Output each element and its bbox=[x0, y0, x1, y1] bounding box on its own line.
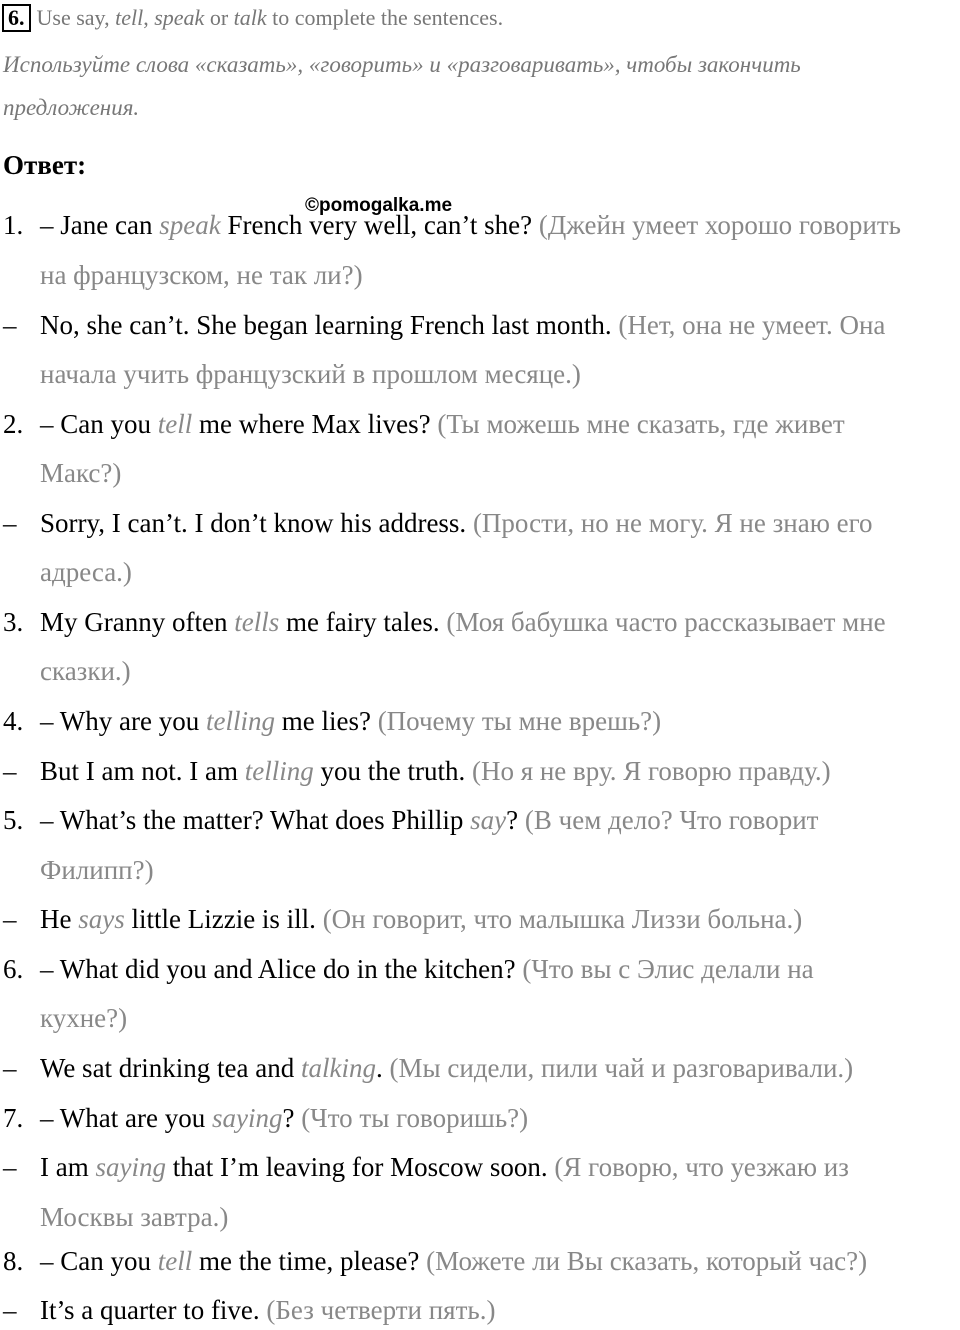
answer-word: saying bbox=[211, 1103, 283, 1133]
translation-text: (Что вы с Элис делали на bbox=[522, 954, 814, 984]
answer-line bbox=[40, 1295, 495, 1326]
sentence-text: Use say, bbox=[36, 5, 116, 30]
sentence-text: – Can you bbox=[40, 1246, 158, 1276]
dash-marker: – bbox=[3, 310, 17, 340]
item-number: 6. bbox=[3, 954, 24, 984]
translation-text: (В чем дело? Что говорит bbox=[524, 805, 819, 835]
translation-text: Филипп?) bbox=[40, 855, 154, 885]
translation-text: (Прости, но не могу. Я не знаю его bbox=[472, 508, 873, 538]
instruction-ru-line-2: предложения. bbox=[3, 95, 140, 120]
exercise-number: 6. bbox=[2, 4, 31, 32]
item-number: 3. bbox=[3, 607, 24, 637]
answer-line bbox=[40, 607, 886, 638]
answer-line bbox=[40, 855, 154, 886]
answer-word: telling bbox=[205, 706, 275, 736]
translation-text: (Нет, она не умеет. Она bbox=[618, 310, 886, 340]
sentence-text: Sorry, I can’t. I don’t know his address. bbox=[40, 508, 473, 538]
sentence-text: . bbox=[376, 1053, 390, 1083]
answer-word: tell bbox=[157, 409, 193, 439]
dash-marker: – bbox=[3, 1295, 17, 1325]
translation-text: (Он говорит, что малышка Лиззи больна.) bbox=[322, 904, 803, 934]
dash-marker: – bbox=[3, 1152, 17, 1182]
answer-word: speak bbox=[154, 5, 205, 30]
item-number: 7. bbox=[3, 1103, 24, 1133]
answer-line bbox=[40, 954, 814, 985]
sentence-text: – Jane can bbox=[40, 210, 160, 240]
sentence-text: I am bbox=[40, 1152, 96, 1182]
sentence-text: He bbox=[40, 904, 79, 934]
translation-text: (Но я не вру. Я говорю правду.) bbox=[471, 756, 831, 786]
sentence-text: – What are you bbox=[40, 1103, 212, 1133]
sentence-text: We sat drinking tea and bbox=[40, 1053, 301, 1083]
sentence-text: – Why are you bbox=[40, 706, 206, 736]
translation-text: на французском, не так ли?) bbox=[40, 260, 363, 290]
instruction-en bbox=[37, 5, 504, 30]
sentence-text: me fairy tales. bbox=[279, 607, 447, 637]
translation-text: Макс?) bbox=[40, 458, 122, 488]
sentence-text: No, she can’t. She began learning French last month. bbox=[40, 310, 619, 340]
sentence-text: , bbox=[143, 5, 155, 30]
translation-text: (Мы сидели, пили чай и разговаривали.) bbox=[389, 1053, 854, 1083]
answer-word: saying bbox=[95, 1152, 166, 1182]
answer-word: say bbox=[470, 805, 507, 835]
answer-line bbox=[40, 756, 831, 787]
answer-line bbox=[40, 904, 802, 935]
dash-marker: – bbox=[3, 904, 17, 934]
answer-word: tells bbox=[234, 607, 280, 637]
sentence-text: little Lizzie is ill. bbox=[124, 904, 323, 934]
sentence-text: me where Max lives? bbox=[192, 409, 438, 439]
translation-text: (Моя бабушка часто рассказывает мне bbox=[446, 607, 886, 637]
answer-line bbox=[40, 1152, 849, 1183]
translation-text: (Почему ты мне врешь?) bbox=[377, 706, 662, 736]
sentence-text: – Can you bbox=[40, 409, 158, 439]
answer-word: speak bbox=[159, 210, 221, 240]
item-number: 1. bbox=[3, 210, 24, 240]
instruction-ru-line-1: Используйте слова «сказать», «говорить» и «разговаривать», чтобы закончить bbox=[3, 52, 801, 77]
sentence-text: French very well, can’t she? bbox=[220, 210, 539, 240]
translation-text: кухне?) bbox=[40, 1003, 128, 1033]
answer-line bbox=[40, 458, 121, 489]
dash-marker: – bbox=[3, 756, 17, 786]
answer-word: talking bbox=[301, 1053, 376, 1083]
answer-line bbox=[40, 210, 901, 241]
translation-text: (Джейн умеет хорошо говорить bbox=[538, 210, 901, 240]
translation-text: (Я говорю, что уезжаю из bbox=[554, 1152, 849, 1182]
answer-word: telling bbox=[244, 756, 314, 786]
translation-text: (Что ты говоришь?) bbox=[301, 1103, 529, 1133]
answer-line bbox=[40, 805, 818, 836]
sentence-text: ? bbox=[282, 1103, 302, 1133]
item-number: 8. bbox=[3, 1246, 24, 1276]
dash-marker: – bbox=[3, 1053, 17, 1083]
answer-line bbox=[40, 260, 363, 291]
answer-word: tell bbox=[115, 5, 144, 30]
sentence-text: – What’s the matter? What does Phillip bbox=[40, 805, 471, 835]
sentence-text: My Granny often bbox=[40, 607, 235, 637]
translation-text: сказки.) bbox=[40, 656, 131, 686]
item-number: 2. bbox=[3, 409, 24, 439]
translation-text: начала учить французский в прошлом месяце.) bbox=[40, 359, 581, 389]
sentence-text: ? bbox=[506, 805, 525, 835]
answer-line bbox=[40, 508, 873, 539]
dash-marker: – bbox=[3, 508, 17, 538]
answer-line bbox=[40, 1003, 127, 1034]
answer-line bbox=[40, 409, 845, 440]
answer-line bbox=[40, 1053, 853, 1084]
exercise-header bbox=[2, 4, 503, 32]
answer-line bbox=[40, 1103, 528, 1134]
sentence-text: to complete the sentences. bbox=[266, 5, 504, 30]
item-number: 4. bbox=[3, 706, 24, 736]
sentence-text: me the time, please? bbox=[192, 1246, 427, 1276]
sentence-text: It’s a quarter to five. bbox=[40, 1295, 267, 1325]
translation-text: Москвы завтра.) bbox=[40, 1202, 229, 1232]
answer-line bbox=[40, 310, 885, 341]
answer-word: says bbox=[78, 904, 125, 934]
answer-word: tell bbox=[157, 1246, 193, 1276]
answer-line bbox=[40, 1202, 228, 1233]
translation-text: (Без четверти пять.) bbox=[266, 1295, 496, 1325]
answer-line bbox=[40, 1246, 867, 1277]
translation-text: (Можете ли Вы сказать, который час?) bbox=[426, 1246, 868, 1276]
answer-line bbox=[40, 359, 581, 390]
sentence-text: – What did you and Alice do in the kitchen? bbox=[40, 954, 523, 984]
item-number: 5. bbox=[3, 805, 24, 835]
translation-text: (Ты можешь мне сказать, где живет bbox=[437, 409, 845, 439]
translation-text: адреса.) bbox=[40, 557, 132, 587]
sentence-text: that I’m leaving for Moscow soon. bbox=[165, 1152, 555, 1182]
sentence-text: But I am not. I am bbox=[40, 756, 245, 786]
answer-word: talk bbox=[233, 5, 267, 30]
sentence-text: me lies? bbox=[274, 706, 378, 736]
answer-line bbox=[40, 706, 661, 737]
answer-line bbox=[40, 557, 132, 588]
watermark: ©pomogalka.me bbox=[305, 195, 453, 216]
answer-label: Ответ: bbox=[3, 150, 87, 180]
answer-line bbox=[40, 656, 131, 687]
sentence-text: or bbox=[204, 5, 234, 30]
sentence-text: you the truth. bbox=[313, 756, 472, 786]
